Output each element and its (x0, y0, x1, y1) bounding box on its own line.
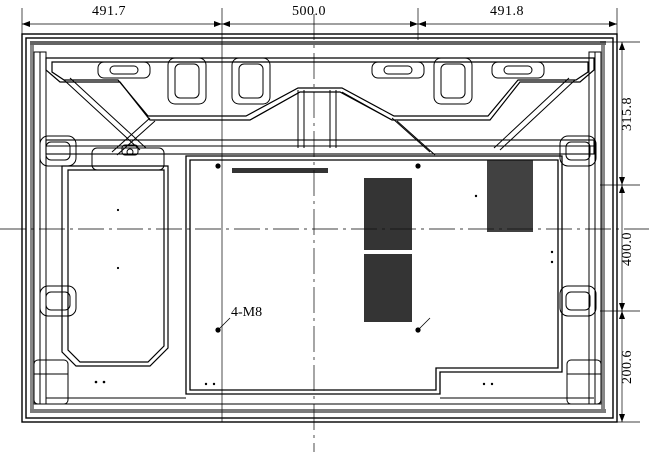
dimension-lines (22, 8, 640, 422)
truss-vent-boxes (98, 58, 544, 104)
dimension-top-center: 500.0 (292, 4, 326, 19)
left-panel-dots (95, 209, 119, 383)
perforation-band-right (601, 45, 605, 409)
side-rail-left (34, 52, 46, 404)
bottom-rail (46, 398, 594, 404)
right-latch-lower (560, 286, 596, 316)
cross-member (46, 140, 594, 154)
mesh-patch-right-upper (487, 160, 533, 232)
truss-diagonal-braces (64, 78, 575, 155)
main-plate-vent-strip (232, 168, 328, 173)
bottom-bracket-left (34, 360, 68, 404)
dimension-right-upper: 315.8 (620, 97, 635, 131)
left-service-panel (62, 166, 168, 366)
perforation-band-left (30, 45, 34, 409)
side-rail-right (589, 52, 601, 404)
top-truss-assembly (46, 58, 594, 120)
mesh-patch-center-lower (364, 254, 412, 322)
dimension-right-lower: 200.6 (620, 350, 635, 384)
perforation-band-bottom (30, 409, 606, 413)
callout-mounting-holes: 4-M8 (231, 305, 263, 320)
mesh-patch-center-upper (364, 178, 412, 250)
perforation-band-top (30, 41, 606, 45)
dimension-right-middle: 400.0 (620, 232, 635, 266)
dimension-top-left: 491.7 (92, 4, 126, 19)
left-latch-lower (40, 286, 76, 316)
dimension-top-right: 491.8 (490, 4, 524, 19)
bottom-bracket-right (567, 360, 601, 404)
